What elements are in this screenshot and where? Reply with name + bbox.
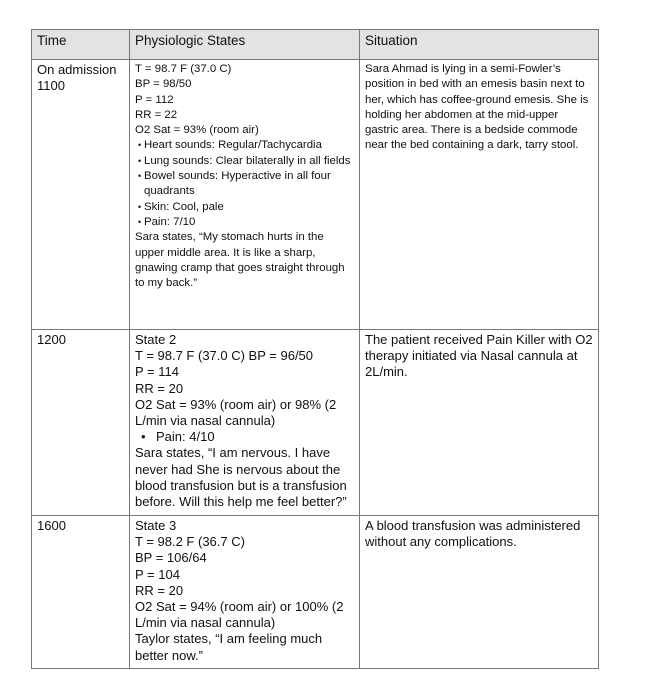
heart-sounds: • Heart sounds: Regular/Tachycardia bbox=[135, 138, 354, 153]
states-cell bbox=[130, 330, 360, 516]
patient-quote: Taylor states, “I am feeling much better now.” bbox=[135, 631, 323, 663]
pain: • Pain: 7/10 bbox=[135, 215, 354, 230]
table-row bbox=[32, 330, 599, 516]
states-cell bbox=[130, 516, 360, 669]
respiratory-rate: RR = 20 bbox=[135, 582, 184, 598]
blood-pressure: BP = 106/64 bbox=[135, 550, 207, 566]
pain: • Pain: 4/10 bbox=[135, 429, 354, 445]
header-row bbox=[32, 30, 599, 60]
states-cell bbox=[130, 60, 360, 330]
header-physiologic-states: Physiologic States bbox=[130, 30, 360, 60]
oxygen-saturation: O2 Sat = 94% (room air) or 100% (2 L/min via nasal cannula) bbox=[135, 599, 344, 631]
time-cell: 1600 bbox=[32, 516, 130, 669]
oxygen-saturation: O2 Sat = 93% (room air) bbox=[135, 124, 259, 137]
time-label: On admission bbox=[37, 62, 117, 77]
time-value: 1100 bbox=[37, 78, 65, 93]
pulse: P = 114 bbox=[135, 364, 179, 380]
physiologic-states-table bbox=[31, 29, 599, 669]
time-cell: 1200 bbox=[32, 330, 130, 516]
pulse: P = 112 bbox=[135, 93, 174, 106]
respiratory-rate: RR = 22 bbox=[135, 108, 178, 121]
blood-pressure: BP = 98/50 bbox=[135, 78, 192, 91]
patient-quote: Sara states, “I am nervous. I have never had She is nervous about the blood transfusion but is a transfusion before. Will this help me feel better?” bbox=[135, 445, 347, 510]
situation-cell: The patient received Pain Killer with O2 therapy initiated via Nasal cannula at 2L/min. bbox=[360, 330, 599, 516]
temperature-bp: T = 98.7 F (37.0 C) BP = 96/50 bbox=[135, 348, 314, 364]
bowel-sounds: • Bowel sounds: Hyperactive in all four quadrants bbox=[135, 169, 354, 200]
oxygen-saturation: O2 Sat = 93% (room air) or 98% (2 L/min via nasal cannula) bbox=[135, 396, 337, 429]
temperature: T = 98.7 F (37.0 C) bbox=[135, 63, 232, 75]
header-time: Time bbox=[32, 30, 130, 60]
table-row bbox=[32, 516, 599, 669]
temperature: T = 98.2 F (36.7 C) bbox=[135, 534, 245, 550]
pulse: P = 104 bbox=[135, 566, 180, 582]
situation-cell: A blood transfusion was administered without any complications. bbox=[360, 516, 599, 669]
skin: • Skin: Cool, pale bbox=[135, 200, 354, 215]
state-title: State 3 bbox=[135, 518, 177, 533]
patient-quote: Sara states, “My stomach hurts in the upper middle area. It is like a sharp, gnawing cramp that goes straight through to my back.” bbox=[135, 231, 345, 290]
state-title: State 2 bbox=[135, 332, 177, 347]
respiratory-rate: RR = 20 bbox=[135, 380, 184, 396]
time-cell bbox=[32, 60, 130, 330]
header-situation: Situation bbox=[360, 30, 599, 60]
lung-sounds: • Lung sounds: Clear bilaterally in all fields bbox=[135, 154, 354, 169]
table-row bbox=[32, 60, 599, 330]
situation-cell: Sara Ahmad is lying in a semi-Fowler’s position in bed with an emesis basin next to her, which has coffee-ground emesis. She is holding her abdomen at the mid-upper gastric area. There is a bedside commode near the bed containing a dark, tarry stool. bbox=[360, 60, 599, 330]
